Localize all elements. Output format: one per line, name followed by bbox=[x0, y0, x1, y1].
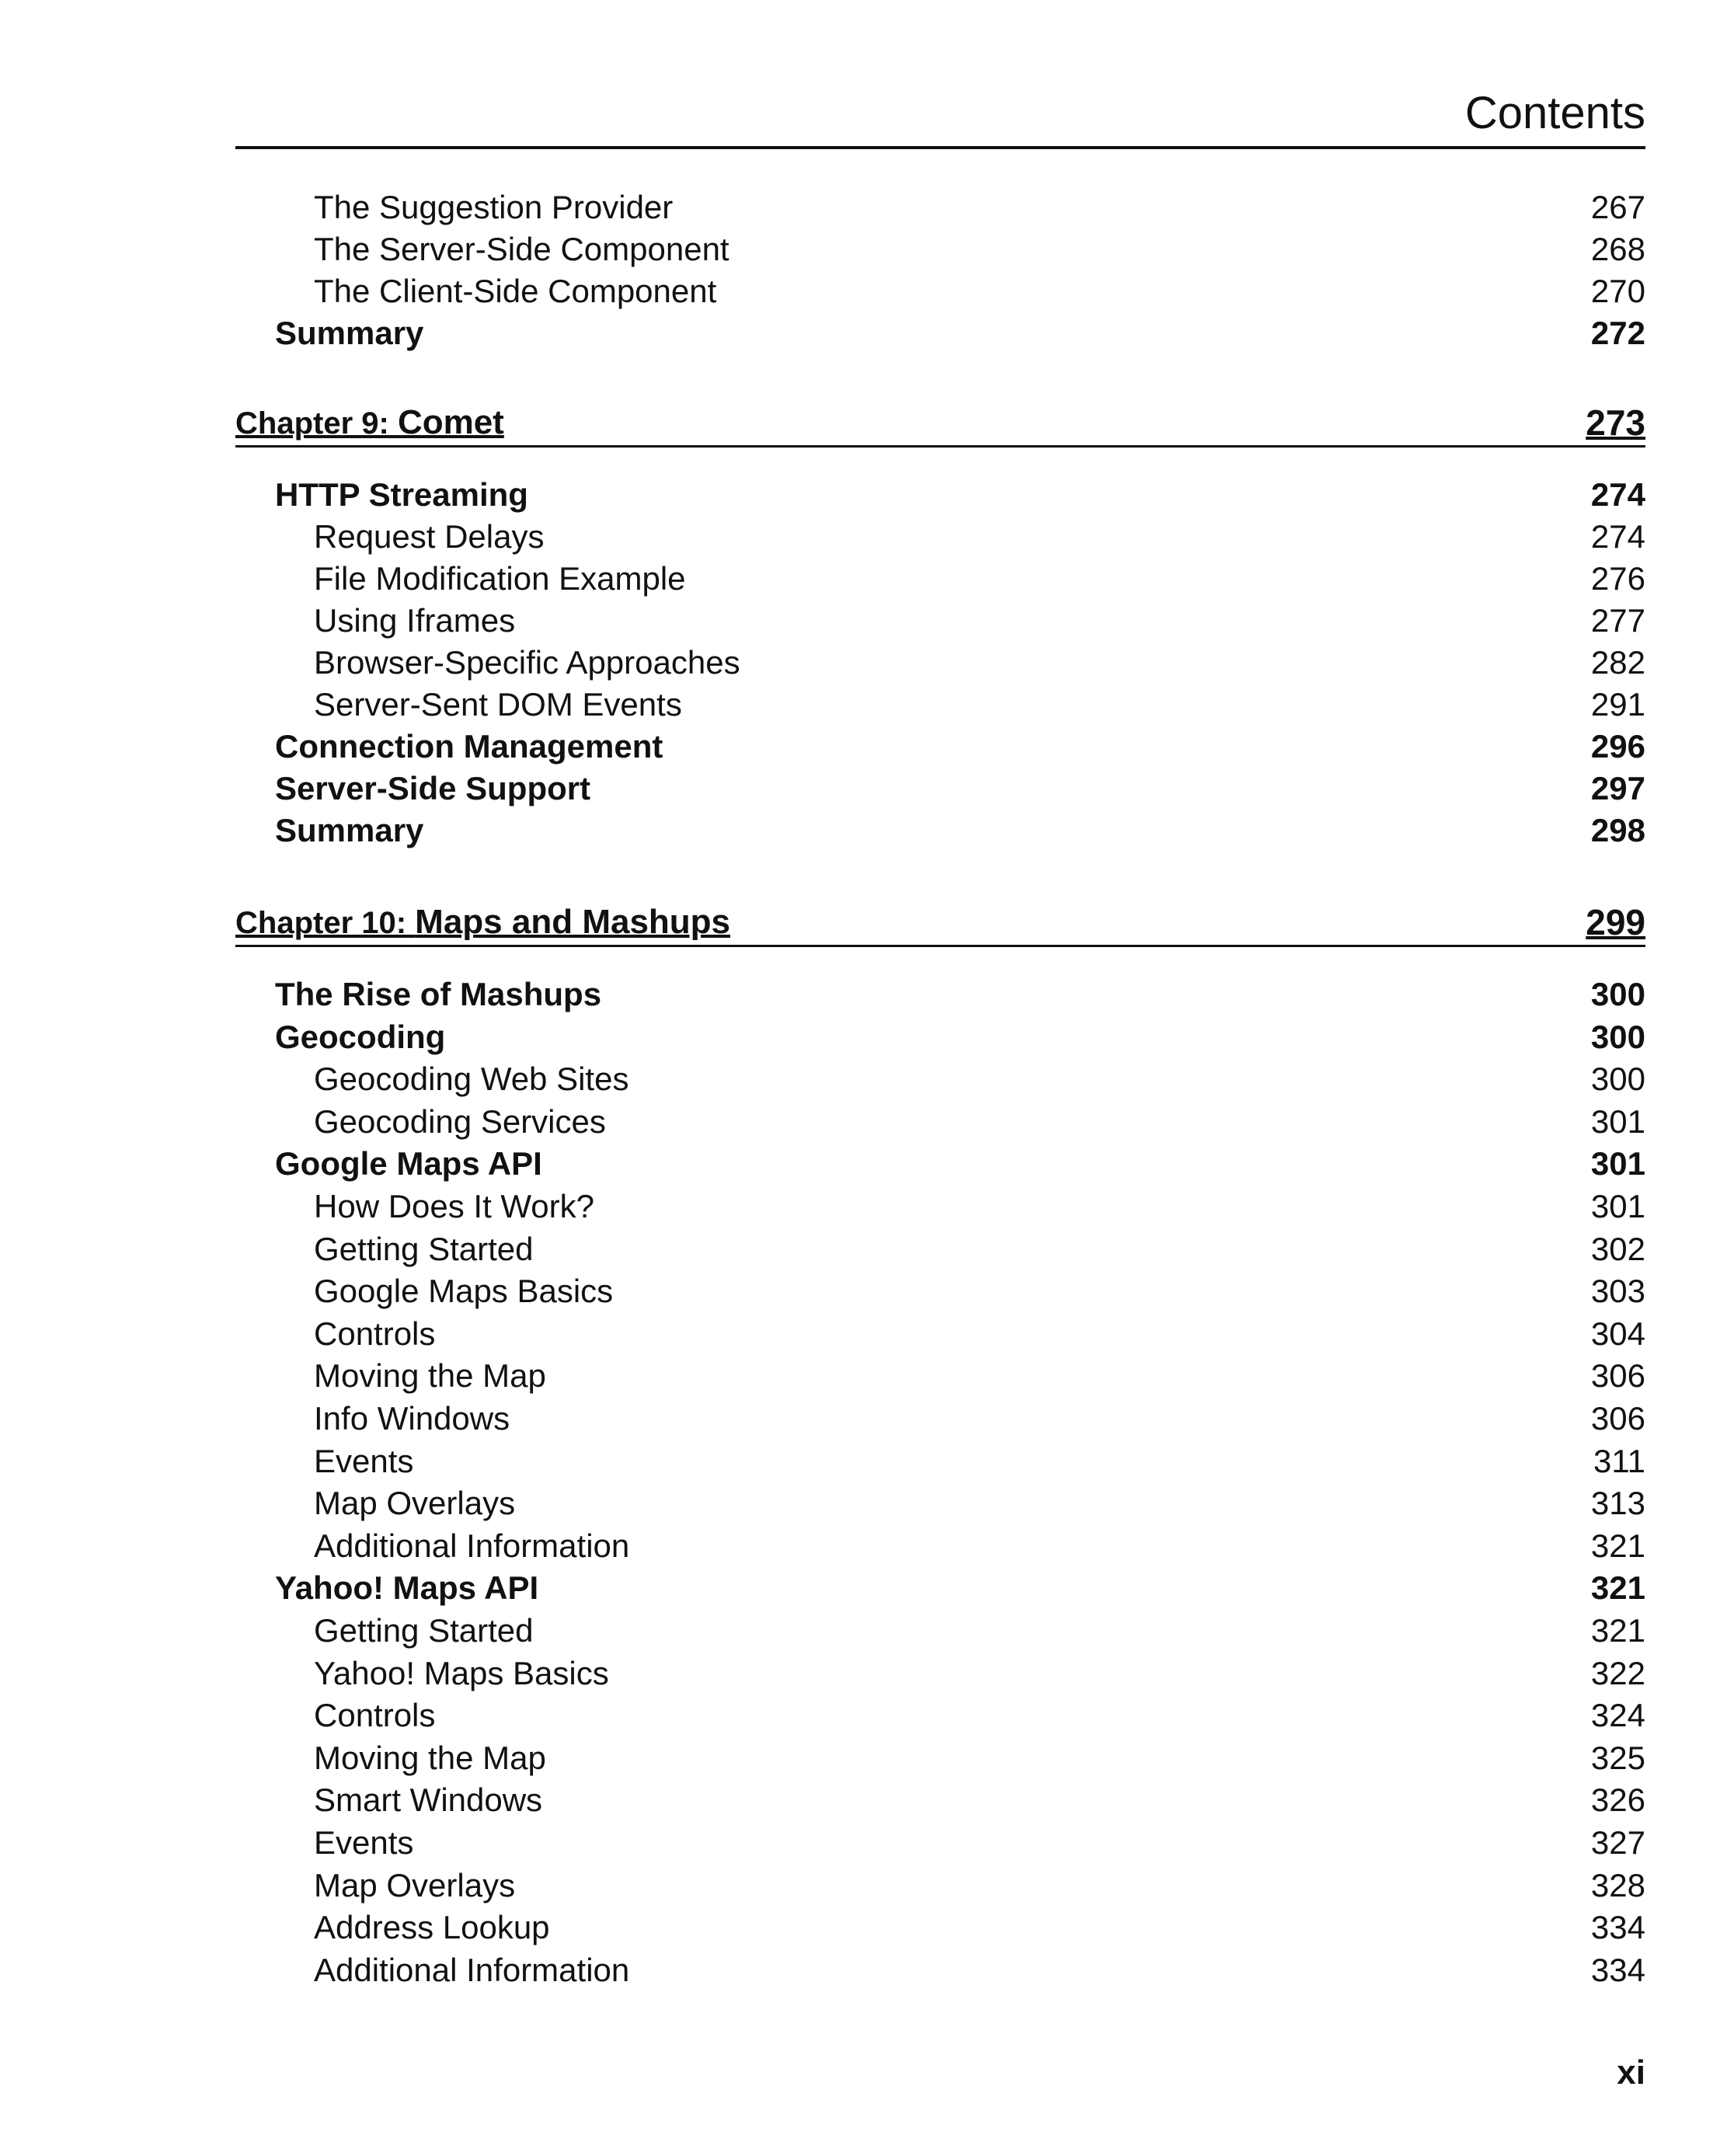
entry-page-number: 313 bbox=[1590, 1485, 1645, 1522]
entry-page-number: 321 bbox=[1590, 1527, 1645, 1564]
entry-page-number: 326 bbox=[1590, 1782, 1645, 1819]
entry-title: The Client-Side Component bbox=[314, 273, 717, 309]
entry-title: Summary bbox=[275, 812, 424, 848]
subsection-entry bbox=[235, 642, 1645, 684]
chapter-page-number: 299 bbox=[1586, 902, 1645, 942]
entry-title: Browser-Specific Approaches bbox=[314, 644, 740, 681]
subsection-entry bbox=[235, 1610, 1645, 1652]
entry-page-number: 274 bbox=[1590, 518, 1645, 555]
entry-page-number: 301 bbox=[1590, 1102, 1645, 1140]
chapter-name: Maps and Mashups bbox=[415, 903, 731, 941]
entry-title: Yahoo! Maps API bbox=[275, 1569, 539, 1607]
entry-page-number: 298 bbox=[1590, 812, 1645, 848]
subsection-entry bbox=[235, 1482, 1645, 1524]
entry-page-number: 334 bbox=[1590, 1951, 1645, 1988]
entry-title: Geocoding bbox=[275, 1018, 446, 1055]
chapter-name: Comet bbox=[397, 403, 504, 441]
entry-title: Server-Sent DOM Events bbox=[314, 686, 682, 723]
entry-page-number: 301 bbox=[1590, 1188, 1645, 1224]
entry-title: Controls bbox=[314, 1315, 436, 1352]
entry-page-number: 325 bbox=[1590, 1739, 1645, 1776]
entry-page-number: 321 bbox=[1590, 1612, 1645, 1649]
entry-page-number: 324 bbox=[1590, 1697, 1645, 1734]
entry-title: Events bbox=[314, 1442, 414, 1479]
entry-page-number: 302 bbox=[1590, 1230, 1645, 1267]
section-entry bbox=[235, 726, 1645, 768]
entry-title: HTTP Streaming bbox=[275, 476, 528, 513]
chapter-heading bbox=[235, 400, 1645, 448]
subsection-entry bbox=[235, 1355, 1645, 1397]
entry-page-number: 297 bbox=[1590, 770, 1645, 806]
entry-page-number: 300 bbox=[1590, 1061, 1645, 1098]
entry-title: Summary bbox=[275, 315, 424, 351]
entry-page-number: 300 bbox=[1590, 976, 1645, 1012]
entry-title: Getting Started bbox=[314, 1230, 534, 1267]
entry-title: Map Overlays bbox=[314, 1485, 516, 1522]
entry-title: Request Delays bbox=[314, 518, 545, 555]
subsection-entry bbox=[235, 1186, 1645, 1228]
subsection-entry bbox=[235, 1398, 1645, 1440]
entry-page-number: 277 bbox=[1590, 602, 1645, 639]
subsection-entry bbox=[235, 1440, 1645, 1482]
chapter-heading bbox=[235, 900, 1645, 947]
section-entry bbox=[235, 312, 1645, 354]
subsection-entry bbox=[235, 1653, 1645, 1694]
subsection-entry bbox=[235, 1737, 1645, 1779]
entry-title: Smart Windows bbox=[314, 1782, 543, 1819]
section-entry bbox=[235, 1143, 1645, 1185]
subsection-entry bbox=[235, 558, 1645, 600]
entry-page-number: 268 bbox=[1590, 231, 1645, 267]
entry-page-number: 270 bbox=[1590, 273, 1645, 309]
entry-title: The Suggestion Provider bbox=[314, 189, 674, 225]
entry-title: Yahoo! Maps Basics bbox=[314, 1654, 609, 1691]
subsection-entry bbox=[235, 1865, 1645, 1907]
entry-page-number: 306 bbox=[1590, 1357, 1645, 1395]
entry-page-number: 267 bbox=[1590, 189, 1645, 225]
subsection-entry bbox=[235, 684, 1645, 726]
subsection-entry bbox=[235, 516, 1645, 558]
entry-page-number: 276 bbox=[1590, 560, 1645, 597]
entry-page-number: 303 bbox=[1590, 1273, 1645, 1310]
entry-title: Google Maps API bbox=[275, 1145, 542, 1182]
entry-title: Moving the Map bbox=[314, 1739, 546, 1776]
entry-title: Geocoding Services bbox=[314, 1102, 606, 1140]
entry-title: Info Windows bbox=[314, 1400, 510, 1437]
entry-page-number: 322 bbox=[1590, 1654, 1645, 1691]
entry-title: Getting Started bbox=[314, 1612, 534, 1649]
subsection-entry bbox=[235, 1694, 1645, 1736]
section-entry bbox=[235, 1016, 1645, 1058]
section-entry bbox=[235, 1567, 1645, 1609]
subsection-entry bbox=[235, 1949, 1645, 1991]
entry-title: Server-Side Support bbox=[275, 770, 591, 806]
entry-title: File Modification Example bbox=[314, 560, 686, 597]
entry-page-number: 296 bbox=[1590, 728, 1645, 765]
entry-title: Google Maps Basics bbox=[314, 1273, 614, 1310]
subsection-entry bbox=[235, 1779, 1645, 1821]
running-header-title: Contents bbox=[1464, 88, 1645, 138]
entry-page-number: 327 bbox=[1590, 1824, 1645, 1861]
chapter-number: Chapter 9: bbox=[235, 406, 398, 441]
entry-title: Additional Information bbox=[314, 1951, 630, 1988]
section-entry bbox=[235, 810, 1645, 852]
entry-page-number: 304 bbox=[1590, 1315, 1645, 1352]
running-header bbox=[235, 85, 1645, 149]
subsection-entry bbox=[235, 1822, 1645, 1864]
subsection-entry bbox=[235, 228, 1645, 270]
entry-title: Map Overlays bbox=[314, 1866, 516, 1903]
chapter-page-number: 273 bbox=[1586, 402, 1645, 443]
entry-title: Events bbox=[314, 1824, 414, 1861]
entry-page-number: 301 bbox=[1590, 1145, 1645, 1182]
entry-title: Additional Information bbox=[314, 1527, 630, 1564]
entry-title: How Does It Work? bbox=[314, 1188, 594, 1224]
subsection-entry bbox=[235, 1907, 1645, 1949]
entry-page-number: 291 bbox=[1590, 686, 1645, 723]
entry-title: Using Iframes bbox=[314, 602, 516, 639]
subsection-entry bbox=[235, 186, 1645, 228]
chapter-title bbox=[235, 900, 730, 946]
entry-page-number: 306 bbox=[1590, 1400, 1645, 1437]
section-entry bbox=[235, 474, 1645, 516]
subsection-entry bbox=[235, 1228, 1645, 1270]
entry-page-number: 334 bbox=[1590, 1909, 1645, 1946]
entry-title: Connection Management bbox=[275, 728, 663, 765]
subsection-entry bbox=[235, 600, 1645, 642]
entry-page-number: 282 bbox=[1590, 644, 1645, 681]
entry-page-number: 328 bbox=[1590, 1866, 1645, 1903]
entry-page-number: 321 bbox=[1590, 1569, 1645, 1607]
entry-title: Geocoding Web Sites bbox=[314, 1061, 629, 1098]
section-entry bbox=[235, 768, 1645, 810]
subsection-entry bbox=[235, 270, 1645, 312]
entry-page-number: 300 bbox=[1590, 1018, 1645, 1055]
entry-title: Controls bbox=[314, 1697, 436, 1734]
chapter-title bbox=[235, 400, 504, 446]
entry-page-number: 274 bbox=[1590, 476, 1645, 513]
section-entry bbox=[235, 974, 1645, 1015]
subsection-entry bbox=[235, 1313, 1645, 1355]
page-number: xi bbox=[1617, 2053, 1645, 2092]
entry-title: Address Lookup bbox=[314, 1909, 550, 1946]
entry-title: The Rise of Mashups bbox=[275, 976, 602, 1012]
entry-title: Moving the Map bbox=[314, 1357, 546, 1395]
entry-page-number: 311 bbox=[1593, 1442, 1645, 1479]
subsection-entry bbox=[235, 1101, 1645, 1143]
subsection-entry bbox=[235, 1270, 1645, 1312]
entry-title: The Server-Side Component bbox=[314, 231, 729, 267]
subsection-entry bbox=[235, 1525, 1645, 1567]
subsection-entry bbox=[235, 1058, 1645, 1100]
entry-page-number: 272 bbox=[1590, 315, 1645, 351]
chapter-number: Chapter 10: bbox=[235, 906, 416, 940]
